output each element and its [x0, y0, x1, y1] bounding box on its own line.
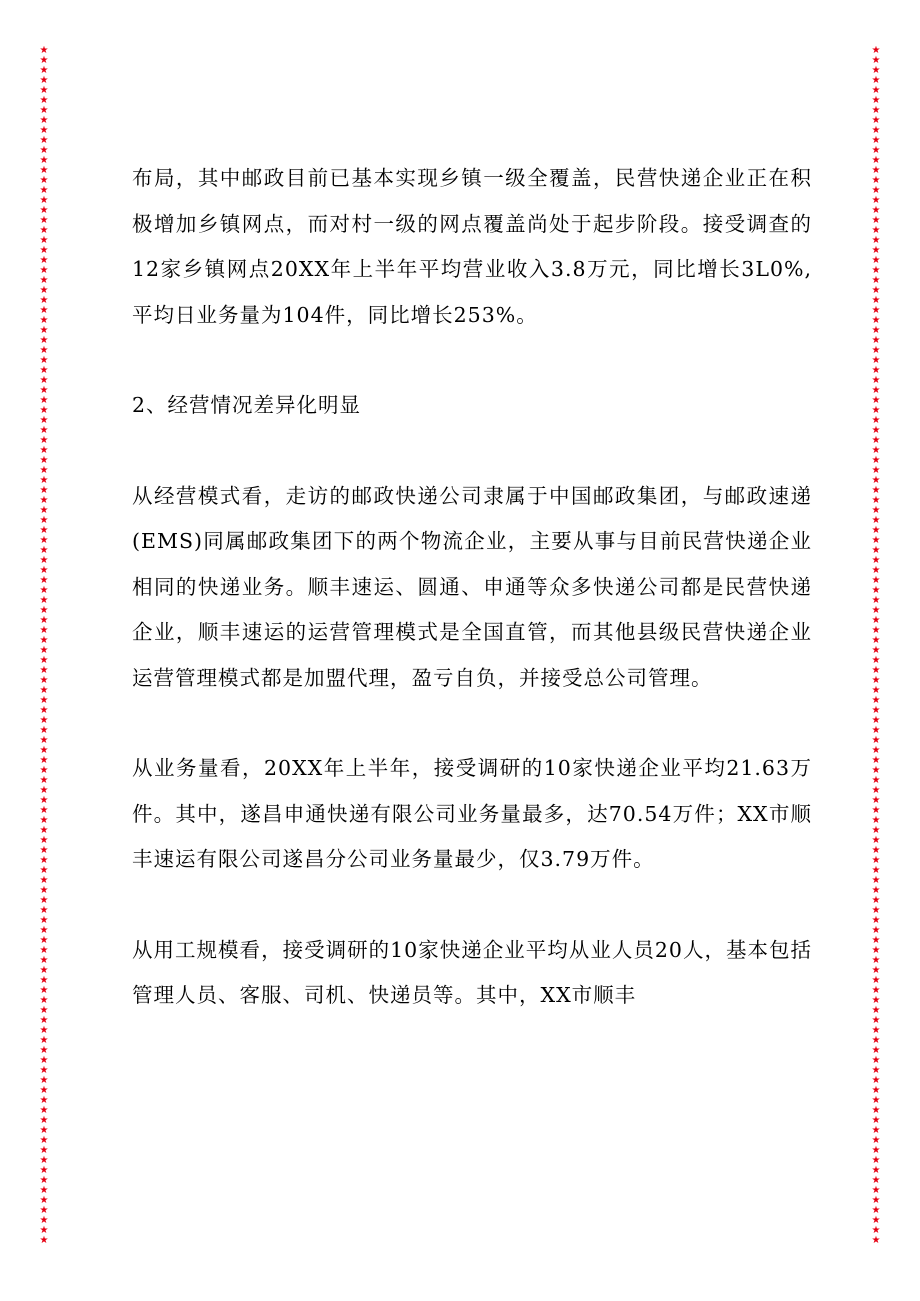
star-icon: ★	[871, 1185, 881, 1196]
star-icon: ★	[39, 75, 49, 86]
star-icon: ★	[871, 485, 881, 496]
star-icon: ★	[39, 315, 49, 326]
star-icon: ★	[39, 525, 49, 536]
star-icon: ★	[39, 205, 49, 216]
star-icon: ★	[871, 1235, 881, 1246]
star-icon: ★	[871, 795, 881, 806]
star-icon: ★	[871, 865, 881, 876]
star-icon: ★	[39, 385, 49, 396]
star-icon: ★	[39, 655, 49, 666]
star-icon: ★	[871, 1165, 881, 1176]
star-icon: ★	[871, 605, 881, 616]
star-icon: ★	[871, 995, 881, 1006]
star-icon: ★	[871, 1135, 881, 1146]
star-icon: ★	[39, 165, 49, 176]
star-icon: ★	[871, 375, 881, 386]
star-icon: ★	[39, 555, 49, 566]
star-icon: ★	[39, 395, 49, 406]
star-icon: ★	[39, 1175, 49, 1186]
star-icon: ★	[871, 1075, 881, 1086]
star-icon: ★	[39, 305, 49, 316]
star-icon: ★	[871, 665, 881, 676]
star-icon: ★	[39, 265, 49, 276]
star-icon: ★	[871, 385, 881, 396]
star-icon: ★	[871, 945, 881, 956]
star-icon: ★	[871, 1215, 881, 1226]
star-icon: ★	[39, 765, 49, 776]
star-icon: ★	[39, 65, 49, 76]
star-icon: ★	[39, 665, 49, 676]
star-icon: ★	[39, 1015, 49, 1026]
star-icon: ★	[871, 1035, 881, 1046]
star-icon: ★	[39, 705, 49, 716]
star-icon: ★	[871, 465, 881, 476]
star-icon: ★	[39, 115, 49, 126]
star-icon: ★	[39, 1195, 49, 1206]
star-icon: ★	[871, 735, 881, 746]
left-star-border	[38, 46, 50, 1254]
star-icon: ★	[871, 745, 881, 756]
star-icon: ★	[871, 695, 881, 706]
star-icon: ★	[871, 145, 881, 156]
star-icon: ★	[871, 1145, 881, 1156]
star-icon: ★	[39, 1125, 49, 1136]
star-icon: ★	[871, 755, 881, 766]
star-icon: ★	[871, 915, 881, 926]
star-icon: ★	[39, 1085, 49, 1096]
star-icon: ★	[39, 46, 49, 56]
star-icon: ★	[39, 605, 49, 616]
star-icon: ★	[39, 925, 49, 936]
star-icon: ★	[39, 955, 49, 966]
star-icon: ★	[39, 1055, 49, 1066]
star-icon: ★	[39, 1045, 49, 1056]
star-icon: ★	[39, 585, 49, 596]
star-icon: ★	[871, 535, 881, 546]
star-icon: ★	[871, 525, 881, 536]
star-icon: ★	[39, 515, 49, 526]
star-icon: ★	[871, 925, 881, 936]
star-icon: ★	[39, 595, 49, 606]
star-icon: ★	[39, 325, 49, 336]
star-icon: ★	[871, 65, 881, 76]
star-icon: ★	[39, 245, 49, 256]
star-icon: ★	[39, 105, 49, 116]
star-icon: ★	[871, 425, 881, 436]
paragraph-gap	[132, 701, 812, 746]
star-icon: ★	[871, 1095, 881, 1106]
star-icon: ★	[871, 305, 881, 316]
star-icon: ★	[39, 125, 49, 136]
star-icon: ★	[871, 255, 881, 266]
star-icon: ★	[39, 545, 49, 556]
star-icon: ★	[871, 155, 881, 166]
star-icon: ★	[871, 635, 881, 646]
paragraph-business-volume: 从业务量看，20XX年上半年，接受调研的10家快递企业平均21.63万件。其中，遂昌申通快递有限公司业务量最多，达70.54万件；XX市顺丰速运有限公司遂昌分公司业务量最少，仅3.79万件。	[132, 756, 812, 871]
star-icon: ★	[871, 245, 881, 256]
star-icon: ★	[39, 985, 49, 996]
star-icon: ★	[39, 855, 49, 866]
star-icon: ★	[39, 635, 49, 646]
star-icon: ★	[39, 445, 49, 456]
star-icon: ★	[39, 895, 49, 906]
star-icon: ★	[39, 505, 49, 516]
star-icon: ★	[39, 965, 49, 976]
star-icon: ★	[871, 815, 881, 826]
star-icon: ★	[39, 1215, 49, 1226]
star-icon: ★	[871, 565, 881, 576]
star-icon: ★	[871, 165, 881, 176]
star-icon: ★	[871, 455, 881, 466]
star-icon: ★	[39, 885, 49, 896]
star-icon: ★	[39, 755, 49, 766]
star-icon: ★	[39, 495, 49, 506]
star-icon: ★	[871, 505, 881, 516]
star-icon: ★	[39, 285, 49, 296]
paragraph-gap	[132, 338, 812, 383]
document-body	[132, 156, 812, 1019]
star-icon: ★	[871, 985, 881, 996]
star-icon: ★	[39, 1005, 49, 1016]
star-icon: ★	[39, 785, 49, 796]
paragraph-employment-scale: 从用工规模看，接受调研的10家快递企业平均从业人员20人，基本包括管理人员、客服、司机、快递员等。其中，XX市顺丰	[132, 937, 812, 1007]
star-icon: ★	[39, 55, 49, 66]
star-icon: ★	[39, 575, 49, 586]
star-icon: ★	[39, 1065, 49, 1076]
star-icon: ★	[39, 345, 49, 356]
star-icon: ★	[871, 125, 881, 136]
star-icon: ★	[39, 645, 49, 656]
star-icon: ★	[39, 1205, 49, 1216]
star-icon: ★	[39, 365, 49, 376]
star-icon: ★	[871, 115, 881, 126]
star-icon: ★	[871, 765, 881, 776]
star-icon: ★	[871, 835, 881, 846]
star-icon: ★	[871, 555, 881, 566]
star-icon: ★	[39, 255, 49, 266]
star-icon: ★	[871, 205, 881, 216]
star-icon: ★	[39, 335, 49, 346]
star-icon: ★	[871, 235, 881, 246]
star-icon: ★	[39, 195, 49, 206]
star-icon: ★	[39, 945, 49, 956]
star-icon: ★	[39, 995, 49, 1006]
star-icon: ★	[871, 615, 881, 626]
star-icon: ★	[871, 475, 881, 486]
star-icon: ★	[39, 155, 49, 166]
star-icon: ★	[871, 365, 881, 376]
star-icon: ★	[871, 275, 881, 286]
star-icon: ★	[39, 1135, 49, 1146]
star-icon: ★	[871, 1015, 881, 1026]
star-icon: ★	[39, 225, 49, 236]
star-icon: ★	[39, 675, 49, 686]
star-icon: ★	[871, 1175, 881, 1186]
star-icon: ★	[39, 745, 49, 756]
star-icon: ★	[39, 1145, 49, 1156]
star-icon: ★	[39, 725, 49, 736]
star-icon: ★	[871, 685, 881, 696]
star-icon: ★	[39, 355, 49, 366]
star-icon: ★	[39, 845, 49, 856]
star-icon: ★	[871, 975, 881, 986]
star-icon: ★	[39, 295, 49, 306]
star-icon: ★	[39, 135, 49, 146]
star-icon: ★	[39, 1155, 49, 1166]
star-icon: ★	[871, 725, 881, 736]
star-icon: ★	[39, 535, 49, 546]
star-icon: ★	[871, 1005, 881, 1016]
star-icon: ★	[871, 415, 881, 426]
star-icon: ★	[39, 185, 49, 196]
star-icon: ★	[39, 435, 49, 446]
star-icon: ★	[871, 335, 881, 346]
star-icon: ★	[871, 1045, 881, 1056]
star-icon: ★	[871, 655, 881, 666]
star-icon: ★	[39, 905, 49, 916]
star-icon: ★	[39, 475, 49, 486]
star-icon: ★	[871, 495, 881, 506]
star-icon: ★	[39, 975, 49, 986]
star-icon: ★	[871, 675, 881, 686]
star-icon: ★	[871, 325, 881, 336]
star-icon: ★	[871, 355, 881, 366]
star-icon: ★	[39, 95, 49, 106]
star-icon: ★	[39, 275, 49, 286]
section-heading: 2、经营情况差异化明显	[132, 393, 362, 417]
star-icon: ★	[871, 845, 881, 856]
star-icon: ★	[871, 85, 881, 96]
star-icon: ★	[871, 775, 881, 786]
star-icon: ★	[871, 895, 881, 906]
star-icon: ★	[39, 375, 49, 386]
star-icon: ★	[39, 685, 49, 696]
star-icon: ★	[871, 95, 881, 106]
star-icon: ★	[39, 835, 49, 846]
star-icon: ★	[39, 1115, 49, 1126]
star-icon: ★	[871, 955, 881, 966]
star-icon: ★	[871, 935, 881, 946]
star-icon: ★	[39, 485, 49, 496]
star-icon: ★	[871, 75, 881, 86]
star-icon: ★	[39, 1025, 49, 1036]
star-icon: ★	[871, 105, 881, 116]
star-icon: ★	[871, 315, 881, 326]
star-icon: ★	[39, 415, 49, 426]
star-icon: ★	[39, 1235, 49, 1246]
star-icon: ★	[871, 825, 881, 836]
star-icon: ★	[871, 545, 881, 556]
star-icon: ★	[39, 875, 49, 886]
star-icon: ★	[39, 865, 49, 876]
star-icon: ★	[871, 885, 881, 896]
star-icon: ★	[871, 1225, 881, 1236]
star-icon: ★	[871, 405, 881, 416]
star-icon: ★	[39, 1105, 49, 1116]
star-icon: ★	[39, 175, 49, 186]
star-icon: ★	[39, 1185, 49, 1196]
star-icon: ★	[871, 295, 881, 306]
star-icon: ★	[39, 425, 49, 436]
star-icon: ★	[871, 1115, 881, 1126]
star-icon: ★	[39, 405, 49, 416]
paragraph-gap	[132, 429, 812, 474]
star-icon: ★	[871, 645, 881, 656]
star-icon: ★	[39, 795, 49, 806]
star-icon: ★	[39, 455, 49, 466]
star-icon: ★	[871, 785, 881, 796]
star-icon: ★	[871, 1025, 881, 1036]
star-icon: ★	[39, 805, 49, 816]
star-icon: ★	[871, 1195, 881, 1206]
star-icon: ★	[871, 1155, 881, 1166]
star-icon: ★	[871, 515, 881, 526]
paragraph-business-model: 从经营模式看，走访的邮政快递公司隶属于中国邮政集团，与邮政速递(EMS)同属邮政集团下的两个物流企业，主要从事与目前民营快递企业相同的快递业务。顺丰速运、圆通、申通等众多快递公司都是民营快递企业，顺丰速运的运营管理模式是全国直管，而其他县级民营快递企业运营管理模式都是加盟代理，盈亏自负，并接受总公司管理。	[132, 483, 812, 690]
star-icon: ★	[39, 565, 49, 576]
right-star-border	[870, 46, 882, 1254]
star-icon: ★	[871, 805, 881, 816]
star-icon: ★	[871, 46, 881, 56]
star-icon: ★	[871, 575, 881, 586]
star-icon: ★	[871, 395, 881, 406]
star-icon: ★	[871, 875, 881, 886]
star-icon: ★	[871, 1085, 881, 1096]
star-icon: ★	[871, 905, 881, 916]
star-icon: ★	[39, 915, 49, 926]
star-icon: ★	[871, 135, 881, 146]
star-icon: ★	[871, 445, 881, 456]
star-icon: ★	[39, 465, 49, 476]
star-icon: ★	[871, 715, 881, 726]
star-icon: ★	[871, 265, 881, 276]
star-icon: ★	[39, 935, 49, 946]
paragraph-gap	[132, 883, 812, 928]
star-icon: ★	[871, 225, 881, 236]
star-icon: ★	[39, 735, 49, 746]
star-icon: ★	[39, 615, 49, 626]
star-icon: ★	[871, 965, 881, 976]
star-icon: ★	[39, 715, 49, 726]
star-icon: ★	[871, 195, 881, 206]
star-icon: ★	[39, 625, 49, 636]
star-icon: ★	[39, 235, 49, 246]
star-icon: ★	[871, 435, 881, 446]
star-icon: ★	[871, 595, 881, 606]
paragraph-township-outlets: 布局，其中邮政目前已基本实现乡镇一级全覆盖，民营快递企业正在积极增加乡镇网点，而对村一级的网点覆盖尚处于起步阶段。接受调查的12家乡镇网点20XX年上半年平均营业收入3.8万元，同比增长3L0%,平均日业务量为104件，同比增长253%。	[132, 166, 812, 327]
star-icon: ★	[39, 1075, 49, 1086]
star-icon: ★	[39, 85, 49, 96]
star-icon: ★	[871, 175, 881, 186]
star-icon: ★	[871, 585, 881, 596]
star-icon: ★	[871, 705, 881, 716]
star-icon: ★	[871, 185, 881, 196]
star-icon: ★	[39, 1225, 49, 1236]
star-icon: ★	[39, 145, 49, 156]
star-icon: ★	[871, 1105, 881, 1116]
star-icon: ★	[39, 695, 49, 706]
star-icon: ★	[871, 1065, 881, 1076]
star-icon: ★	[871, 55, 881, 66]
star-icon: ★	[39, 215, 49, 226]
star-icon: ★	[39, 1165, 49, 1176]
star-icon: ★	[39, 1035, 49, 1046]
star-icon: ★	[39, 1095, 49, 1106]
star-icon: ★	[871, 215, 881, 226]
star-icon: ★	[871, 625, 881, 636]
star-icon: ★	[871, 285, 881, 296]
star-icon: ★	[871, 1205, 881, 1216]
star-icon: ★	[39, 775, 49, 786]
star-icon: ★	[871, 345, 881, 356]
star-icon: ★	[39, 815, 49, 826]
star-icon: ★	[871, 1125, 881, 1136]
star-icon: ★	[871, 1055, 881, 1066]
star-icon: ★	[39, 825, 49, 836]
star-icon: ★	[871, 855, 881, 866]
